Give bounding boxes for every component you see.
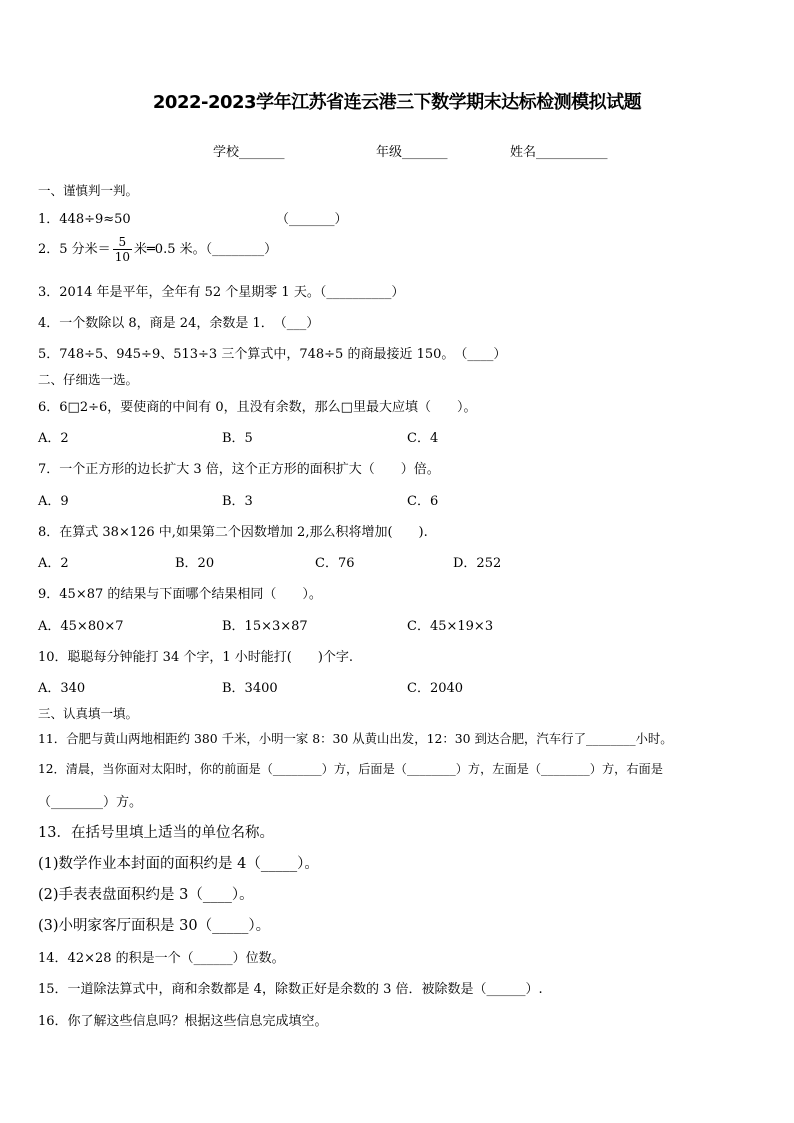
question-9: 9．45×87 的结果与下面哪个结果相同（ ）。 xyxy=(38,587,322,602)
question-7-option-a: A．9 xyxy=(38,494,69,509)
fraction xyxy=(113,235,132,264)
question-5: 5．748÷5、945÷9、513÷3 三个算式中，748÷5 的商最接近 150。 （____） xyxy=(38,347,507,362)
question-3: 3．2014 年是平年，全年有 52 个星期零 1 天。（__________） xyxy=(38,285,405,300)
question-6-option-b: B．5 xyxy=(222,431,253,446)
question-12-line-1: 12．清晨，当你面对太阳时，你的前面是（________）方，后面是（________）方，左面是（________）方，右面是 xyxy=(38,762,663,776)
question-6: 6．6□2÷6，要使商的中间有 0，且没有余数，那么□里最大应填（ ）。 xyxy=(38,400,477,415)
question-13-item-2: (2)手表表盘面积约是 3（____）。 xyxy=(38,887,254,903)
question-7-option-c: C．6 xyxy=(407,494,439,509)
question-7: 7．一个正方形的边长扩大 3 倍，这个正方形的面积扩大（ ）倍。 xyxy=(38,462,440,477)
question-11: 11．合肥与黄山两地相距约 380 千米，小明一家 8：30 从黄山出发，12：30 到达合肥，汽车行了________小时。 xyxy=(38,731,673,746)
question-13-item-1: (1)数学作业本封面的面积约是 4（_____）。 xyxy=(38,856,319,872)
question-1 xyxy=(38,208,131,227)
question-1-blank: （_______） xyxy=(276,212,348,227)
question-10: 10．聪聪每分钟能打 34 个字，1 小时能打( )个字. xyxy=(38,650,354,665)
question-13: 13．在括号里填上适当的单位名称。 xyxy=(38,825,274,841)
question-14: 14．42×28 的积是一个（______）位数。 xyxy=(38,951,285,966)
school-field: 学校_______ xyxy=(213,145,285,160)
question-12-line-2: （________）方。 xyxy=(38,795,143,810)
fraction-numerator: 5 xyxy=(113,235,132,250)
section-fill-heading: 三、认真填一填。 xyxy=(38,706,139,721)
question-6-option-c: C．4 xyxy=(407,431,439,446)
name-field: 姓名___________ xyxy=(510,145,608,160)
question-8-option-b: B．20 xyxy=(175,556,215,571)
question-9-option-b: B．15×3×87 xyxy=(222,619,308,634)
question-7-option-b: B．3 xyxy=(222,494,253,509)
question-8-option-c: C．76 xyxy=(315,556,355,571)
exam-title: 2022-2023学年江苏省连云港三下数学期末达标检测模拟试题 xyxy=(152,92,642,113)
question-2 xyxy=(38,235,277,264)
question-2-post: 米═0.5 米。（________） xyxy=(133,242,278,257)
question-6-option-a: A．2 xyxy=(38,431,69,446)
question-2-pre: 2．5 分米＝ xyxy=(38,242,111,257)
question-16: 16．你了解这些信息吗？根据这些信息完成填空。 xyxy=(38,1014,328,1029)
question-13-item-3: (3)小明家客厅面积是 30（_____）。 xyxy=(38,918,271,934)
question-10-option-b: B．3400 xyxy=(222,681,278,696)
grade-field: 年级_______ xyxy=(376,145,448,160)
question-1-text: 1．448÷9≈50 xyxy=(38,212,131,227)
question-8: 8．在算式 38×126 中,如果第二个因数增加 2,那么积将增加( ). xyxy=(38,525,428,540)
fraction-denominator: 10 xyxy=(114,250,130,264)
question-10-option-a: A．340 xyxy=(38,681,86,696)
section-choice-heading: 二、仔细选一选。 xyxy=(38,372,139,387)
question-9-option-c: C．45×19×3 xyxy=(407,619,494,634)
question-4: 4．一个数除以 8，商是 24，余数是 1． （___） xyxy=(38,316,320,331)
question-15: 15．一道除法算式中，商和余数都是 4，除数正好是余数的 3 倍．被除数是（______）. xyxy=(38,982,543,997)
question-10-option-c: C．2040 xyxy=(407,681,464,696)
question-8-option-a: A．2 xyxy=(38,556,69,571)
question-9-option-a: A．45×80×7 xyxy=(38,619,124,634)
section-judge-heading: 一、谨慎判一判。 xyxy=(38,183,139,198)
question-8-option-d: D．252 xyxy=(453,556,502,571)
